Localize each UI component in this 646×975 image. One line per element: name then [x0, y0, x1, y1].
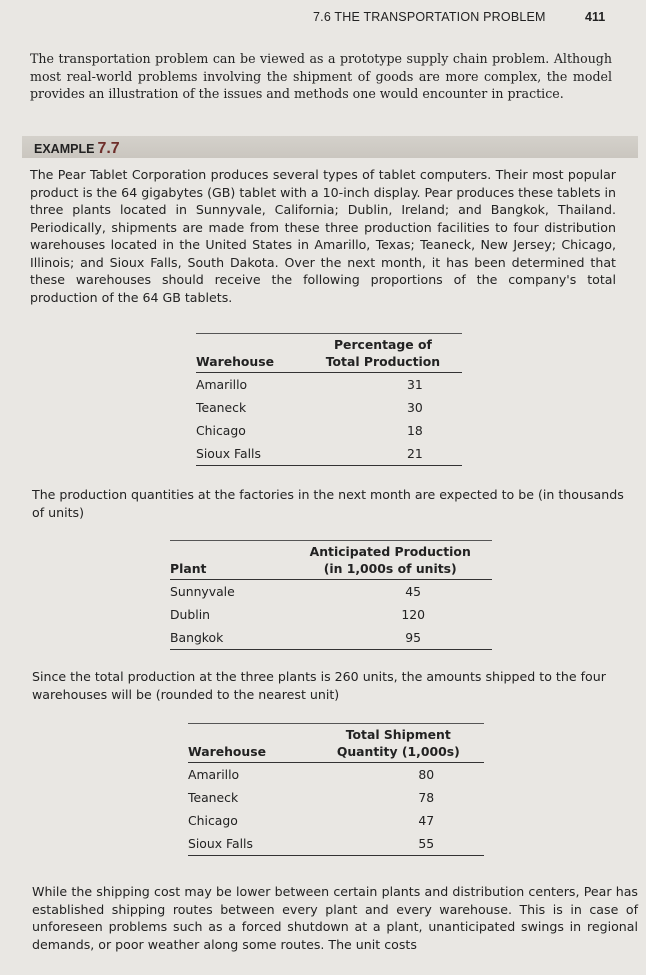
table-row: [170, 626, 492, 650]
table2-header-line2: (in 1,000s of units): [323, 561, 457, 576]
production-paragraph: The production quantities at the factories in the next month are expected to be (in thousands of units): [32, 487, 624, 520]
percentage-value: 21: [304, 442, 462, 466]
production-value: 95: [248, 626, 492, 650]
table3-top-rule: [188, 723, 484, 724]
table1-header-line1: Percentage of: [333, 337, 432, 352]
section-title: 7.6 THE TRANSPORTATION PROBLEM: [313, 10, 546, 24]
percentage-value: 31: [407, 377, 423, 392]
production-value: 45: [405, 584, 422, 599]
table-row: [188, 809, 484, 832]
warehouse-name: Teaneck: [196, 400, 247, 415]
shipment-paragraph: Since the total production at the three plants is 260 units, the amounts shipped to the four warehouses will be (rounded to the nearest unit): [32, 669, 606, 702]
intro-paragraph: The transportation problem can be viewed as a prototype supply chain problem. Although most real-world problems involving the shipment of goods are more complex, the model provides an illustration of the issues and methods one would encounter in practice.: [30, 51, 612, 101]
warehouse-name: Teaneck: [188, 790, 239, 805]
warehouse-name: Amarillo: [188, 767, 240, 782]
example-label: EXAMPLE: [34, 142, 95, 156]
shipment-value: 55: [293, 832, 484, 856]
table-row: [188, 786, 484, 809]
warehouse-name: Chicago: [188, 813, 238, 828]
table1-header-percentage: [304, 336, 462, 373]
plant-name: Dublin: [170, 607, 210, 622]
table3-header-shipment: [293, 726, 484, 763]
table-row: [170, 580, 492, 604]
production-value: 120: [401, 607, 426, 622]
table2-top-rule: [170, 540, 492, 541]
table-row: [196, 396, 462, 419]
table1-header-warehouse: Warehouse: [196, 336, 304, 373]
percentage-value: 18: [407, 423, 423, 438]
table-row: [196, 442, 462, 466]
table3-header-line2: Quantity (1,000s): [336, 744, 460, 759]
warehouse-name: Chicago: [196, 423, 246, 438]
table1-top-rule: [196, 333, 462, 334]
table2-header-line1: Anticipated Production: [309, 544, 471, 559]
table3-header-line1: Total Shipment: [345, 727, 451, 742]
warehouse-name: Amarillo: [196, 377, 248, 392]
example-heading: [34, 140, 120, 158]
page-number: 411: [585, 10, 606, 24]
plant-name: Bangkok: [170, 626, 248, 650]
table-row: [188, 763, 484, 787]
example-paragraph: The Pear Tablet Corporation produces several types of tablet computers. Their most popular product is the 64 gigabytes (GB) tablet with a 10-inch display. Pear produces these tablets in three plants located in Sunnyvale, California; Dublin, Ireland; and Bangkok, Thailand. Periodically, shipments are made from these three production facilities to four distribution warehouses located in the United States in Amarillo, Texas; Teaneck, New Jersey; Chicago, Illinois; and Sioux Falls, South Dakota. Over the next month, it has been determined that these warehouses should receive the following proportions of the company's total production of the 64 GB tablets.: [30, 167, 616, 305]
warehouse-percentage-table: [196, 336, 462, 466]
warehouse-name: Sioux Falls: [188, 832, 293, 856]
table1-header-line2: Total Production: [325, 354, 441, 369]
table3-header-warehouse: Warehouse: [188, 726, 293, 763]
warehouse-shipment-table: [188, 726, 484, 856]
table-row: [196, 419, 462, 442]
warehouse-name: Sioux Falls: [196, 442, 304, 466]
table-row: [170, 603, 492, 626]
shipment-value: 78: [418, 790, 435, 805]
percentage-value: 30: [407, 400, 423, 415]
table2-header-plant: Plant: [170, 543, 248, 580]
example-number: 7.7: [97, 140, 120, 157]
table-row: [188, 832, 484, 856]
table2-header-production: [248, 543, 492, 580]
running-header: [0, 8, 646, 28]
shipment-value: 80: [418, 767, 435, 782]
shipment-value: 47: [418, 813, 435, 828]
plant-production-table: [170, 543, 492, 650]
table-row: [196, 373, 462, 397]
plant-name: Sunnyvale: [170, 584, 235, 599]
closing-paragraph: While the shipping cost may be lower between certain plants and distribution centers, Pear has established shipping routes between every plant and every warehouse. This is in case of unforeseen problems such as a forced shutdown at a plant, unanticipated swings in regional demands, or poor weather along some routes. The unit costs: [32, 884, 638, 952]
